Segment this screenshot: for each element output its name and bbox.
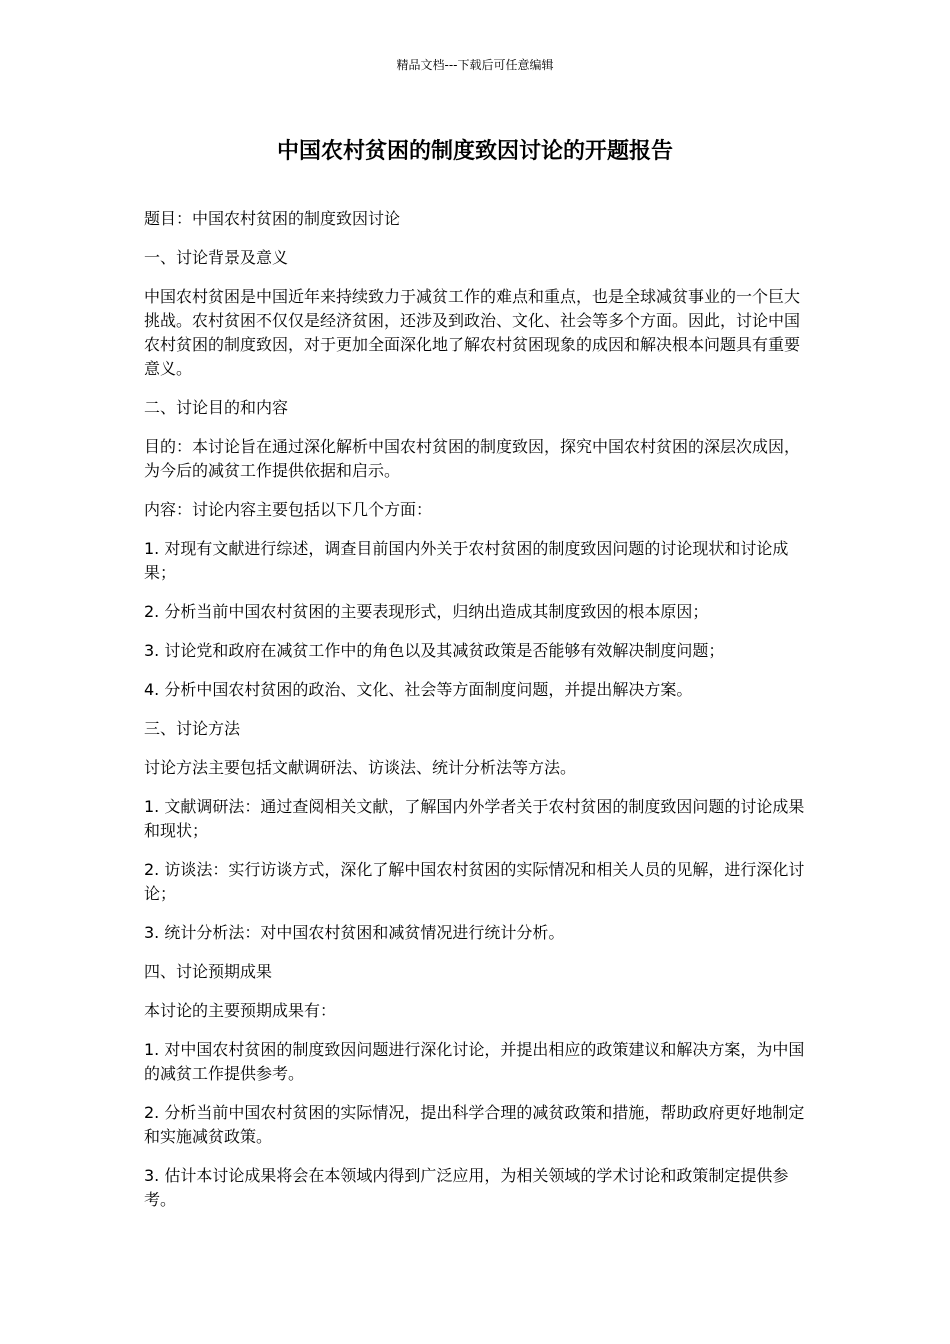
paragraph-purpose: 目的：本讨论旨在通过深化解析中国农村贫困的制度致因，探究中国农村贫困的深层次成因，为今后的减贫工作提供依据和启示。: [144, 437, 801, 480]
list-item-method-3: 3. 统计分析法：对中国农村贫困和减贫情况进行统计分析。: [144, 923, 565, 942]
paragraph-outcomes-intro: 本讨论的主要预期成果有：: [144, 1001, 337, 1020]
paragraph-topic: 题目：中国农村贫困的制度致因讨论: [144, 209, 401, 228]
list-item-content-1: 1. 对现有文献进行综述，调查目前国内外关于农村贫困的制度致因问题的讨论现状和讨论成果；: [144, 539, 789, 582]
section-heading-purpose: 二、讨论目的和内容: [144, 398, 289, 417]
list-item-content-2: 2. 分析当前中国农村贫困的主要表现形式，归纳出造成其制度致因的根本原因；: [144, 602, 709, 621]
list-item-outcome-3: 3. 估计本讨论成果将会在本领域内得到广泛应用，为相关领域的学术讨论和政策制定提供参考。: [144, 1166, 789, 1209]
list-item-outcome-1: 1. 对中国农村贫困的制度致因问题进行深化讨论，并提出相应的政策建议和解决方案，为中国的减贫工作提供参考。: [144, 1040, 805, 1083]
section-heading-methods: 三、讨论方法: [144, 719, 241, 738]
section-heading-outcomes: 四、讨论预期成果: [144, 962, 273, 981]
paragraph-methods-intro: 讨论方法主要包括文献调研法、访谈法、统计分析法等方法。: [144, 758, 577, 777]
paragraph-background: 中国农村贫困是中国近年来持续致力于减贫工作的难点和重点，也是全球减贫事业的一个巨大挑战。农村贫困不仅仅是经济贫困，还涉及到政治、文化、社会等多个方面。因此，讨论中国农村贫困的制度致因，对于更加全面深化地了解农村贫困现象的成因和解决根本问题具有重要意义。: [144, 287, 801, 378]
paragraph-content-intro: 内容：讨论内容主要包括以下几个方面：: [144, 500, 433, 519]
header-note: 精品文档---下载后可任意编辑: [396, 58, 554, 72]
list-item-method-1: 1. 文献调研法：通过查阅相关文献，了解国内外学者关于农村贫困的制度致因问题的讨论成果和现状；: [144, 797, 805, 840]
document-title: 中国农村贫困的制度致因讨论的开题报告: [276, 139, 673, 164]
section-heading-background: 一、讨论背景及意义: [144, 248, 289, 267]
document-body: [144, 207, 809, 1227]
list-item-content-3: 3. 讨论党和政府在减贫工作中的角色以及其减贫政策是否能够有效解决制度问题；: [144, 641, 725, 660]
list-item-outcome-2: 2. 分析当前中国农村贫困的实际情况，提出科学合理的减贫政策和措施，帮助政府更好地制定和实施减贫政策。: [144, 1103, 805, 1146]
list-item-content-4: 4. 分析中国农村贫困的政治、文化、社会等方面制度问题，并提出解决方案。: [144, 680, 693, 699]
list-item-method-2: 2. 访谈法：实行访谈方式，深化了解中国农村贫困的实际情况和相关人员的见解，进行深化讨论；: [144, 860, 805, 903]
